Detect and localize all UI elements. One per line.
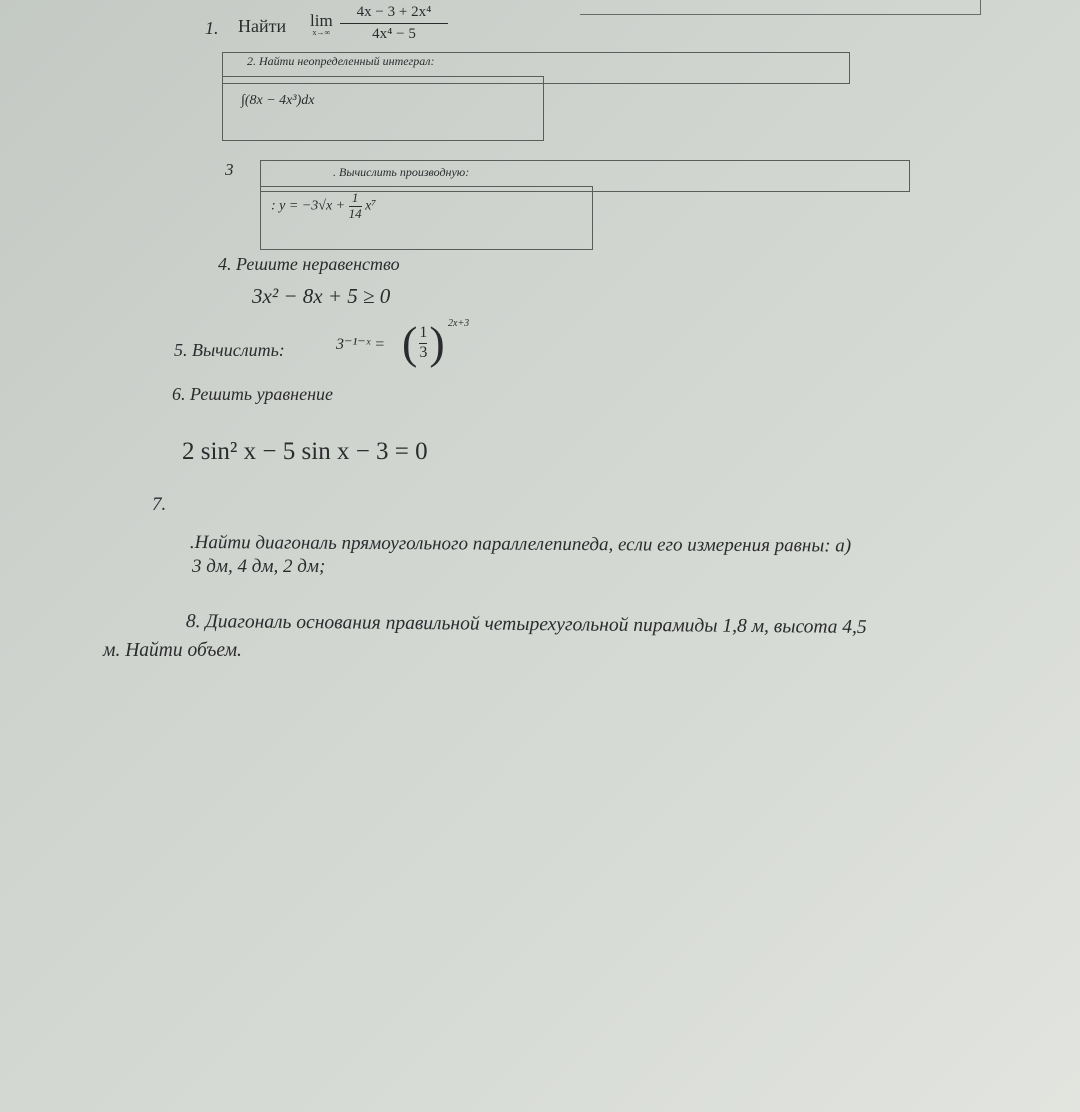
- fraction-numerator: 4x − 3 + 2x⁴: [340, 4, 448, 24]
- fraction-denominator: 14: [348, 205, 362, 221]
- limit-subscript: x→∞: [312, 28, 331, 37]
- formula-fraction: [349, 191, 362, 222]
- formula-tail: x⁷: [365, 198, 377, 214]
- fraction-numerator: 1: [419, 324, 428, 342]
- fraction-denominator: 4x⁴ − 5: [372, 26, 416, 42]
- right-paren: ): [429, 317, 445, 368]
- problem7-line1: .Найти диагональ прямоугольного параллелепипеда, если его измерения равны: а): [189, 532, 852, 557]
- problem4-expression: 3x² − 8x + 5 ≥ 0: [252, 284, 391, 308]
- problem6-header: 6. Решить уравнение: [172, 384, 334, 404]
- problem5-label: 5. Вычислить:: [174, 340, 285, 360]
- problem7-number: 7.: [152, 494, 167, 515]
- problem3-header-text: . Вычислить производную:: [333, 165, 470, 179]
- problem1-label: Найти: [238, 16, 287, 36]
- problem5-rhs: [402, 317, 445, 368]
- top-frame-line: [580, 0, 981, 15]
- problem5-exponent: 2x+3: [448, 318, 470, 329]
- problem8-line2: м. Найти объем.: [103, 640, 242, 661]
- fraction-denominator: 3: [419, 343, 428, 361]
- fraction-numerator: 1: [351, 190, 359, 205]
- problem2-box: [222, 76, 544, 141]
- rhs-fraction: [419, 324, 427, 362]
- problem3-formula: [271, 191, 376, 222]
- problem1-limit: [310, 12, 333, 37]
- problem4-header: 4. Решите неравенство: [218, 254, 400, 274]
- formula-lhs: : y = −3√x +: [271, 198, 346, 214]
- problem7-line2: 3 дм, 4 дм, 2 дм;: [192, 556, 326, 577]
- limit-lim: lim: [310, 11, 333, 30]
- problem5-lhs: 3⁻¹⁻ˣ =: [336, 336, 385, 353]
- problem8-line1: 8. Диагональ основания правильной четырехугольной пирамиды 1,8 м, высота 4,5: [185, 611, 867, 638]
- problem3-box: [260, 186, 593, 250]
- problem6-expression: 2 sin² x − 5 sin x − 3 = 0: [182, 438, 428, 465]
- problem3-number: 3: [225, 160, 234, 179]
- problem2-integral: ∫(8x − 4x³)dx: [241, 93, 315, 108]
- problem2-header-text: 2. Найти неопределенный интеграл:: [247, 54, 435, 68]
- problem1-number: 1.: [205, 18, 219, 38]
- problem1-fraction: [340, 4, 448, 43]
- left-paren: (: [402, 317, 418, 368]
